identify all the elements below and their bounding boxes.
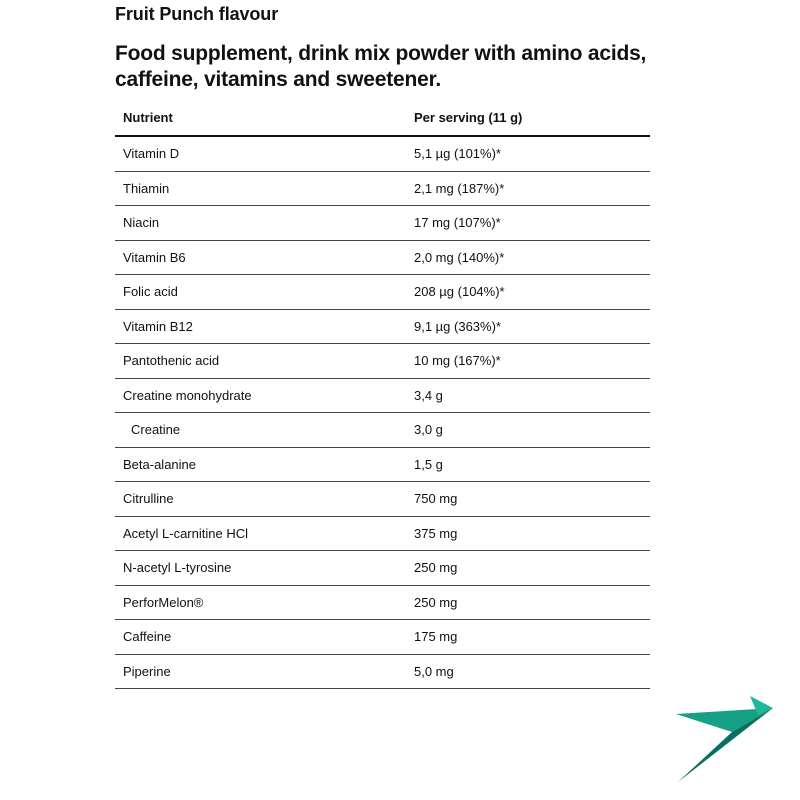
nutrient-name: Creatine monohydrate [115, 378, 406, 413]
nutrient-name: Thiamin [115, 171, 406, 206]
nutrient-name: PerforMelon® [115, 585, 406, 620]
table-row [115, 482, 650, 517]
nutrient-name: N-acetyl L-tyrosine [115, 551, 406, 586]
nutrient-name: Citrulline [115, 482, 406, 517]
nutrient-amount: 208 µg (104%)* [406, 275, 650, 310]
flavour-title: Fruit Punch flavour [115, 4, 279, 24]
nutrient-amount: 9,1 µg (363%)* [406, 309, 650, 344]
nutrient-name: Niacin [115, 206, 406, 241]
table-row [115, 240, 650, 275]
product-description: Food supplement, drink mix powder with amino acids, caffeine, vitamins and sweetener. [115, 42, 647, 91]
nutrient-amount: 3,0 g [406, 413, 650, 448]
nutrient-amount: 5,1 µg (101%)* [406, 136, 650, 171]
nutrient-amount: 375 mg [406, 516, 650, 551]
column-header-nutrient: Nutrient [115, 100, 406, 136]
nutrient-name: Vitamin B6 [115, 240, 406, 275]
nutrient-name: Piperine [115, 654, 406, 689]
nutrient-amount: 3,4 g [406, 378, 650, 413]
table-row [115, 654, 650, 689]
table-row [115, 344, 650, 379]
nutrient-amount: 750 mg [406, 482, 650, 517]
table-row [115, 206, 650, 241]
nutrient-amount: 2,1 mg (187%)* [406, 171, 650, 206]
table-header-row [115, 100, 650, 136]
table-row [115, 620, 650, 655]
nutrient-name: Vitamin B12 [115, 309, 406, 344]
nutrient-amount: 175 mg [406, 620, 650, 655]
nutrient-name: Pantothenic acid [115, 344, 406, 379]
nutrient-amount: 250 mg [406, 551, 650, 586]
nutrient-amount: 2,0 mg (140%)* [406, 240, 650, 275]
column-header-per-serving: Per serving (11 g) [406, 100, 650, 136]
table-row [115, 171, 650, 206]
table-row [115, 136, 650, 171]
nutrition-table [115, 100, 650, 689]
table-row [115, 516, 650, 551]
table-row [115, 275, 650, 310]
table-row [115, 447, 650, 482]
nutrient-amount: 1,5 g [406, 447, 650, 482]
nutrient-amount: 10 mg (167%)* [406, 344, 650, 379]
nutrient-amount: 17 mg (107%)* [406, 206, 650, 241]
nutrient-name: Vitamin D [115, 136, 406, 171]
nutrient-name: Acetyl L-carnitine HCl [115, 516, 406, 551]
table-row [115, 551, 650, 586]
nutrient-amount: 5,0 mg [406, 654, 650, 689]
table-row [115, 413, 650, 448]
arrow-logo-icon [676, 696, 776, 784]
table-row [115, 378, 650, 413]
nutrient-amount: 250 mg [406, 585, 650, 620]
nutrient-name: Beta-alanine [115, 447, 406, 482]
nutrient-name: Creatine [115, 413, 406, 448]
nutrient-name: Folic acid [115, 275, 406, 310]
table-row [115, 309, 650, 344]
table-row [115, 585, 650, 620]
nutrient-name: Caffeine [115, 620, 406, 655]
